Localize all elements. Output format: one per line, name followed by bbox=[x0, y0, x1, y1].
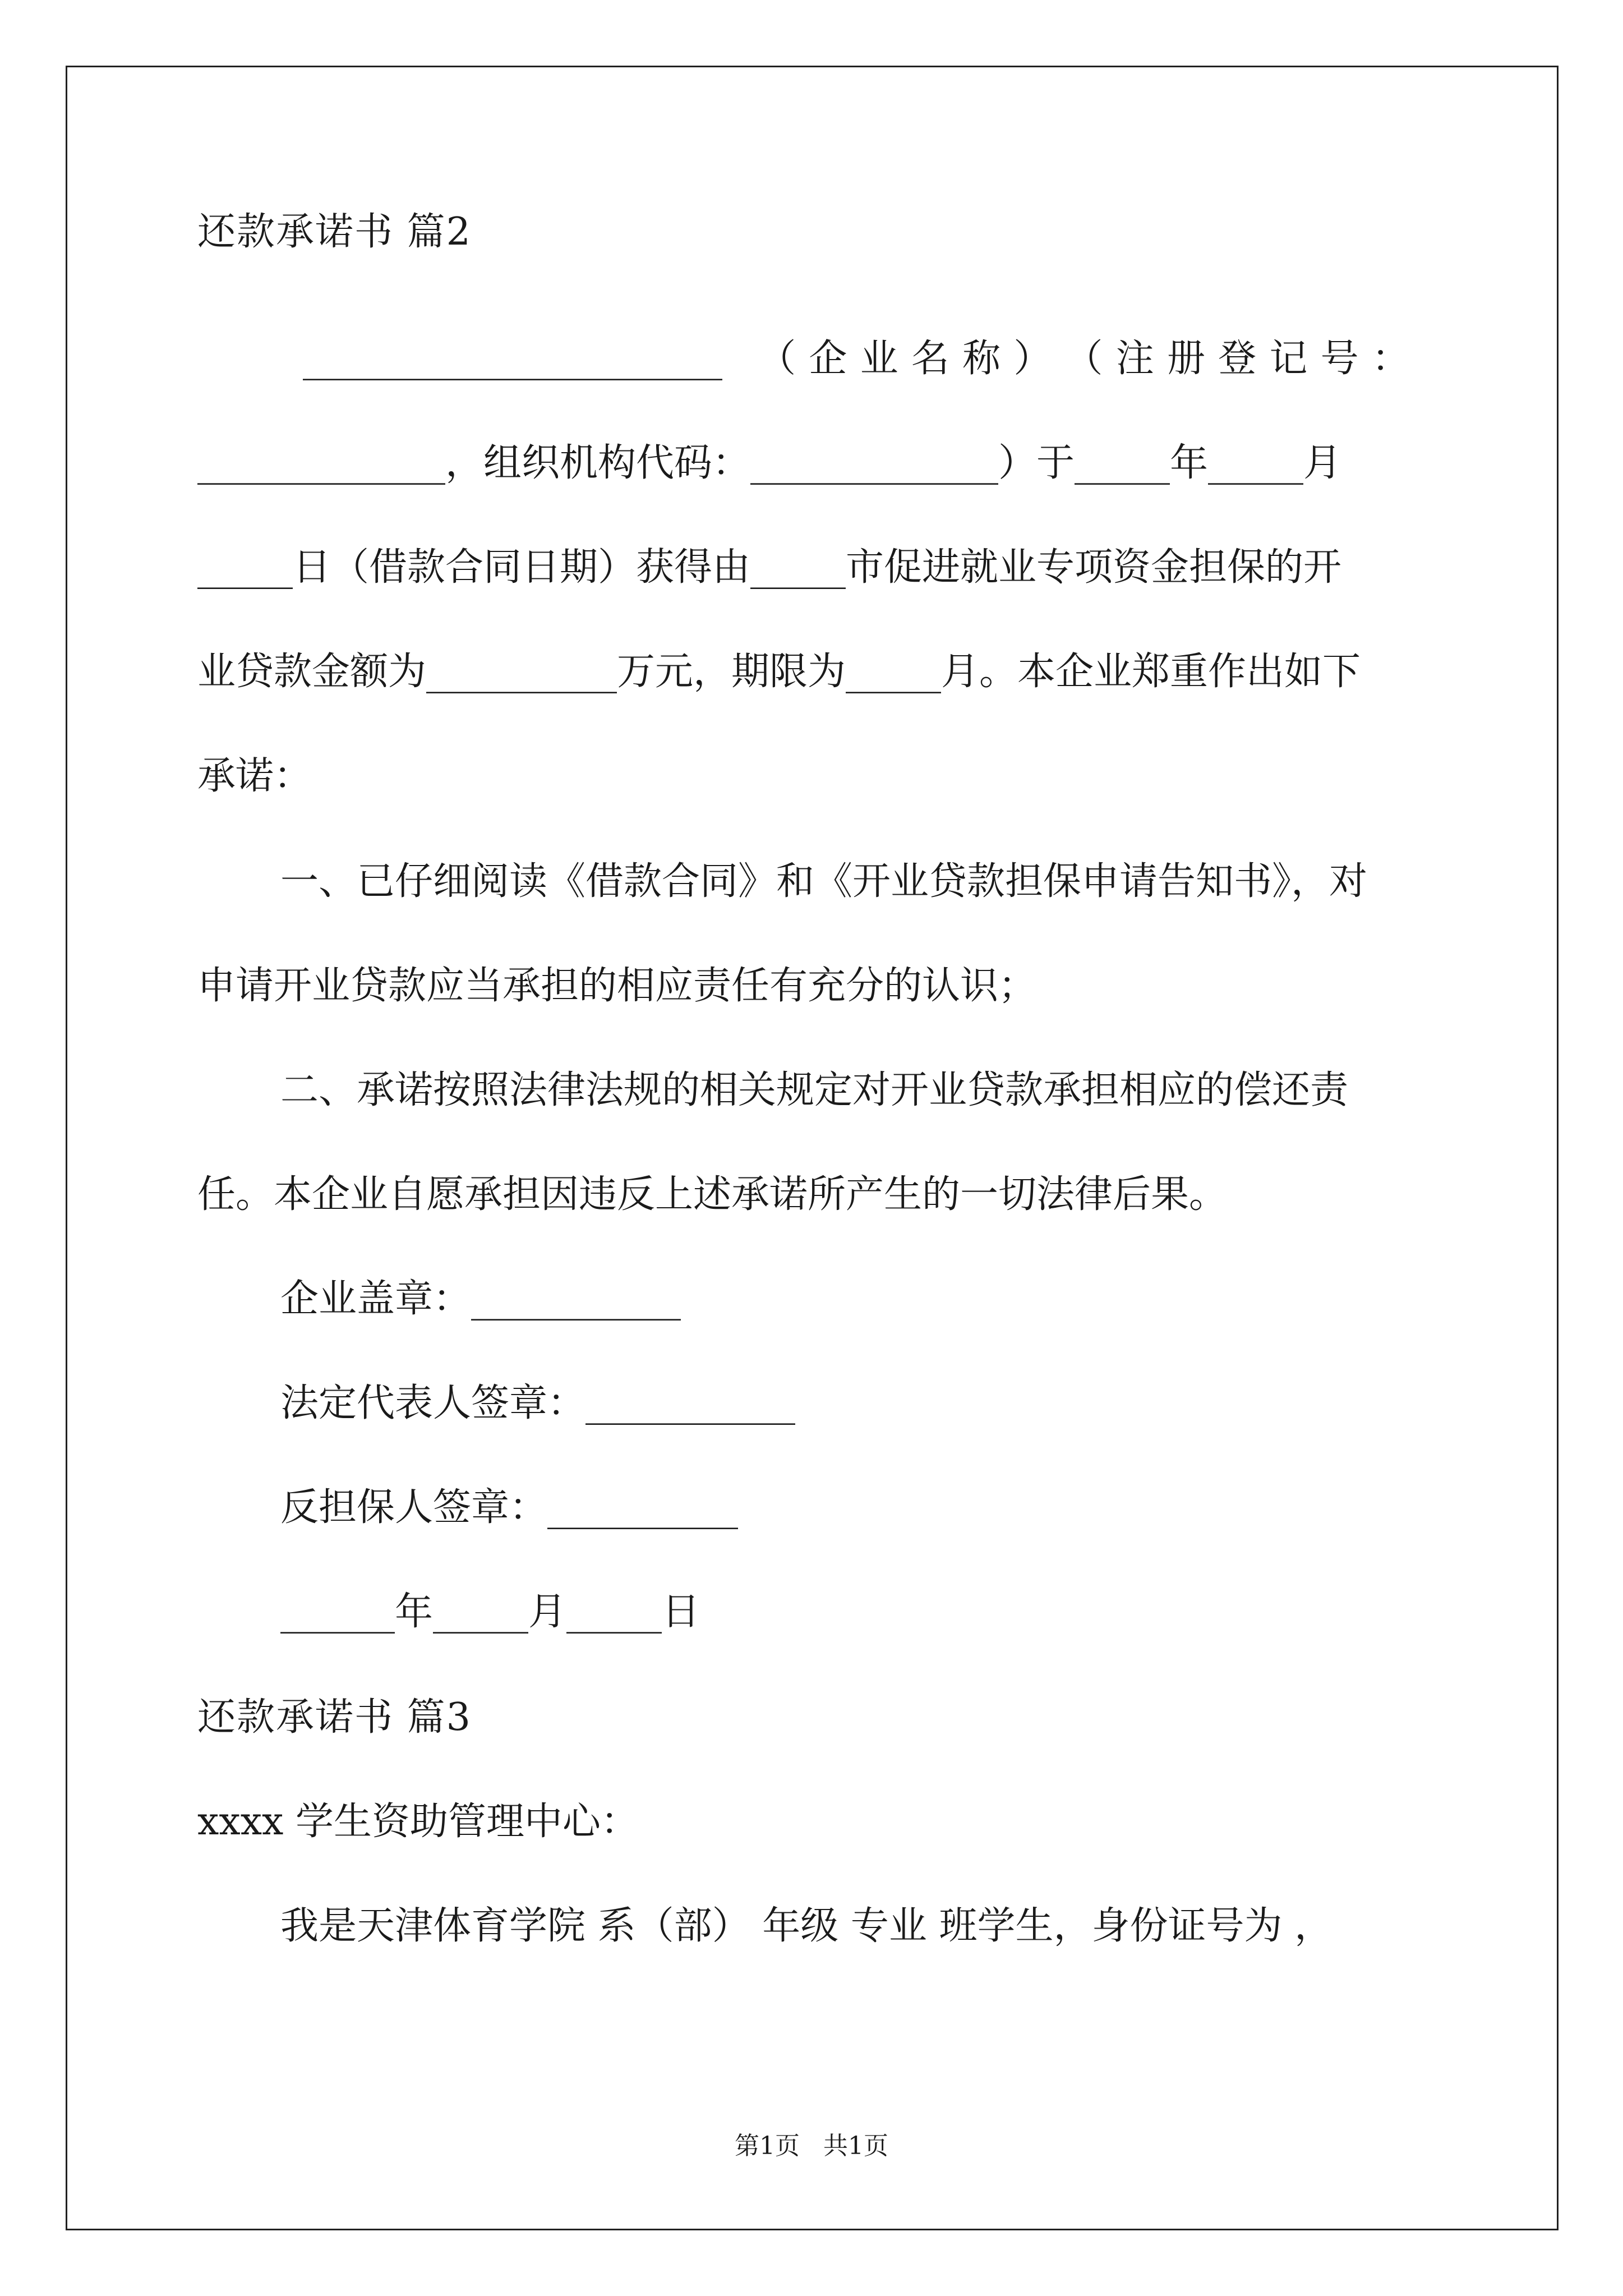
legal-rep-signature: 法定代表人签章：___________ bbox=[280, 1381, 796, 1425]
line-company-name bbox=[303, 335, 1410, 383]
paragraph-line: 我是天津体育学院 系（部） 年级 专业 班学生，身份证号为 ， bbox=[280, 1904, 1333, 1948]
paragraph-line: _____日（借款合同日期）获得由_____市促进就业专项资金担保的开 bbox=[197, 545, 1342, 590]
addressee: xxxx 学生资助管理中心： bbox=[197, 1800, 639, 1844]
token: 企 bbox=[809, 337, 847, 381]
token: 登 bbox=[1218, 337, 1257, 381]
token: 记 bbox=[1269, 337, 1308, 381]
commitment-item-1: 一、已仔细阅读《借款合同》和《开业贷款担保申请告知书》，对 bbox=[280, 859, 1368, 904]
token: （ bbox=[758, 337, 796, 381]
counter-guarantor-signature: 反担保人签章：__________ bbox=[280, 1485, 739, 1530]
section-heading: 还款承诺书 篇2 bbox=[197, 210, 472, 254]
token: 名 bbox=[911, 337, 949, 381]
commitment-item-2: 二、承诺按照法律法规的相关规定对开业贷款承担相应的偿还责 bbox=[280, 1068, 1349, 1112]
token: 号 bbox=[1320, 337, 1359, 381]
commitment-item-1-cont: 申请开业贷款应当承担的相应责任有充分的认识； bbox=[197, 964, 1037, 1008]
token: ： bbox=[1371, 337, 1410, 381]
paragraph-line: 承诺： bbox=[197, 754, 312, 798]
token: （ bbox=[1064, 337, 1103, 381]
token: 称 bbox=[962, 337, 1001, 381]
token: ） bbox=[1013, 337, 1052, 381]
token: 注 bbox=[1115, 337, 1154, 381]
paragraph-line: 业贷款金额为__________万元，期限为_____月。本企业郑重作出如下 bbox=[197, 650, 1361, 694]
paragraph-line: _____________，组织机构代码：_____________）于_____年_____月 bbox=[197, 441, 1342, 485]
seal-field: 企业盖章：___________ bbox=[280, 1277, 681, 1321]
section-heading: 还款承诺书 篇3 bbox=[197, 1695, 472, 1740]
blank-field: ______________________ bbox=[303, 337, 722, 381]
token: 业 bbox=[860, 337, 898, 381]
token: 册 bbox=[1166, 337, 1205, 381]
date-field: ______年_____月_____日 bbox=[280, 1590, 700, 1634]
commitment-item-2-cont: 任。本企业自愿承担因违反上述承诺所产生的一切法律后果。 bbox=[197, 1172, 1228, 1217]
page-footer: 第1页 共1页 bbox=[735, 2132, 888, 2160]
